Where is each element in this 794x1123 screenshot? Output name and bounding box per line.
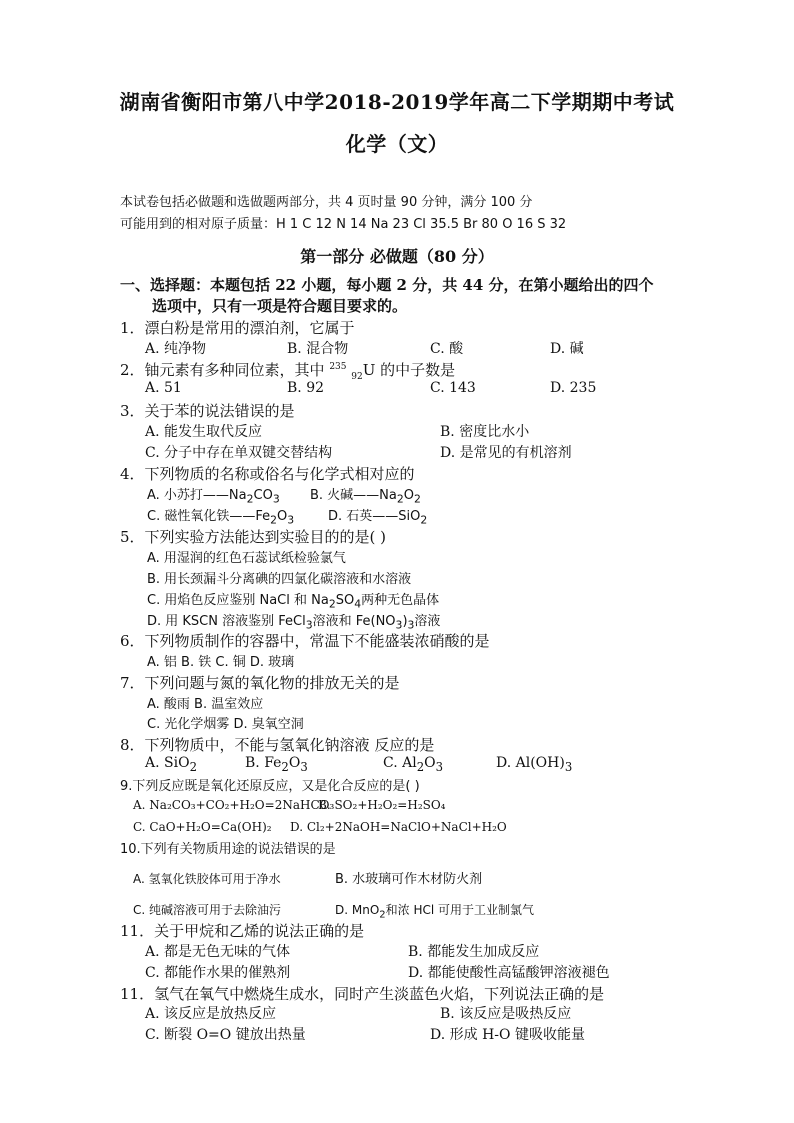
question-3-option-a: A. 能发生取代反应 (145, 424, 263, 440)
question-10-stem: 10.下列有关物质用途的说法错误的是 (120, 842, 336, 857)
q4c-mid: O (277, 509, 288, 524)
question-6-stem: 6．下列物质制作的容器中，常温下不能盛装浓硝酸的是 (120, 632, 490, 650)
question-11b-option-c: C. 断裂 O=O 键放出热量 (145, 1027, 306, 1043)
question-5-option-b: B. 用长颈漏斗分离碘的四氯化碳溶液和水溶液 (147, 572, 412, 587)
q5d-sub2: 3 (395, 618, 403, 632)
question-5-stem: 5．下列实验方法能达到实验目的的是( ) (120, 528, 387, 546)
question-8-option-d (496, 755, 572, 774)
part1-heading: 第一部分 必做题（80 分） (300, 247, 494, 266)
question-10-option-b: B. 水玻璃可作木材防火剂 (335, 872, 483, 887)
q8d-pre: D. Al(OH) (496, 755, 565, 771)
q5c-sub1: 2 (328, 597, 336, 611)
q5c-post: 两种无色晶体 (361, 593, 440, 608)
q4a-mid: CO (253, 488, 273, 503)
q5c-pre: C. 用焰色反应鉴别 NaCl 和 Na (147, 593, 329, 608)
question-5-option-d (147, 610, 440, 632)
question-2-stem (120, 359, 455, 382)
question-10-option-d (335, 901, 534, 920)
q8b-sub1: 2 (281, 759, 289, 774)
question-8-option-c (383, 755, 443, 774)
question-2-option-c: C. 143 (430, 380, 476, 396)
question-8-option-b (245, 755, 308, 774)
question-9-option-d: D. Cl₂+2NaOH=NaClO+NaCl+H₂O (290, 820, 507, 834)
question-8-stem: 8．下列物质中，不能与氢氧化钠溶液 反应的是 (120, 736, 435, 754)
q8c-pre: C. Al (383, 755, 417, 771)
question-10-option-c: C. 纯碱溶液可用于去除油污 (133, 903, 282, 917)
question-9-option-b: B. SO₂+H₂O₂=H₂SO₄ (318, 798, 446, 812)
q5d-sub3: 3 (407, 618, 415, 632)
question-1-stem: 1．漂白粉是常用的漂泊剂，它属于 (120, 319, 355, 337)
question-3-option-b: B. 密度比水小 (440, 424, 530, 440)
question-9-stem: 9.下列反应既是氧化还原反应，又是化合反应的是( ) (120, 779, 420, 794)
question-4-option-b (310, 484, 421, 506)
q8a-pre: A. SiO (145, 755, 190, 771)
question-2-atomic-number: 92 (351, 372, 363, 382)
question-3-option-d: D. 是常见的有机溶剂 (440, 445, 572, 461)
question-4-stem: 4．下列物质的名称或俗名与化学式相对应的 (120, 465, 415, 483)
q4b-sub1: 2 (396, 492, 404, 506)
q5c-mid: SO (335, 593, 355, 608)
question-11a-option-d: D. 都能使酸性高锰酸钾溶液褪色 (408, 965, 610, 981)
q8b-sub2: 3 (300, 759, 308, 774)
q8c-mid: O (424, 755, 436, 771)
question-4-option-c (147, 505, 294, 527)
q4d-pre: D. 石英——SiO (328, 509, 421, 524)
question-2-option-d: D. 235 (550, 380, 597, 396)
question-1-option-a: A. 纯净物 (145, 341, 207, 357)
question-11a-stem: 11．关于甲烷和乙烯的说法正确的是 (120, 922, 365, 940)
q10d-post: 和浓 HCl 可用于工业制氯气 (385, 903, 535, 917)
q5d-mid: 溶液和 Fe(NO (312, 614, 396, 629)
question-1-option-c: C. 酸 (430, 341, 464, 357)
question-2-stem-pre: 2．铀元素有多种同位素，其中 (120, 361, 325, 379)
question-11a-option-b: B. 都能发生加成反应 (408, 944, 540, 960)
question-7-options-cd: C. 光化学烟雾 D. 臭氧空洞 (147, 717, 304, 732)
question-11b-option-a: A. 该反应是放热反应 (145, 1006, 277, 1022)
question-11a-option-c: C. 都能作水果的催熟剂 (145, 965, 291, 981)
question-1-option-d: D. 碱 (550, 341, 584, 357)
question-11b-option-b: B. 该反应是吸热反应 (440, 1006, 572, 1022)
q4b-sub2: 2 (414, 492, 421, 506)
question-2-option-a: A. 51 (145, 380, 182, 396)
q4c-sub2: 3 (287, 513, 295, 527)
q5d-sub1: 3 (305, 618, 313, 632)
document-title: 湖南省衡阳市第八中学2018-2019学年高二下学期期中考试 (119, 90, 675, 114)
q5d-end: 溶液 (414, 614, 441, 629)
q4b-pre: B. 火碱——Na (310, 488, 397, 503)
q8a-sub1: 2 (189, 759, 197, 774)
q8c-sub2: 3 (435, 759, 444, 774)
question-2-mass-number: 235 (329, 362, 347, 372)
question-9-option-c: C. CaO+H₂O=Ca(OH)₂ (133, 820, 272, 834)
question-11b-option-d: D. 形成 H-O 键吸收能量 (430, 1027, 585, 1043)
q5d-post: ) (402, 614, 408, 629)
q4b-mid: O (403, 488, 414, 503)
q4d-sub1: 2 (420, 513, 428, 527)
q8d-sub1: 3 (564, 759, 573, 774)
question-5-option-c (147, 589, 439, 611)
question-4-option-a (147, 484, 280, 506)
q5d-pre: D. 用 KSCN 溶液鉴别 FeCl (147, 614, 306, 629)
section1-instruction-2: 选项中，只有一项是符合题目要求的。 (152, 297, 408, 315)
question-6-options: A. 铝 B. 铁 C. 铜 D. 玻璃 (147, 655, 295, 670)
question-5-option-a: A. 用湿润的红色石蕊试纸检验氯气 (147, 551, 346, 566)
question-3-option-c: C. 分子中存在单双键交替结构 (145, 445, 333, 461)
q4a-pre: A. 小苏打——Na (147, 488, 247, 503)
question-1-option-b: B. 混合物 (287, 341, 349, 357)
q10d-pre: D. MnO (335, 903, 380, 917)
question-4-option-d (328, 505, 427, 527)
question-7-options-ab: A. 酸雨 B. 温室效应 (147, 697, 264, 712)
question-7-stem: 7．下列问题与氮的氧化物的排放无关的是 (120, 674, 400, 692)
q10d-sub1: 2 (379, 909, 386, 921)
q4c-sub1: 2 (270, 513, 277, 527)
question-10-option-a: A. 氢氧化铁胶体可用于净水 (133, 872, 281, 886)
document-subtitle: 化学（文） (345, 132, 449, 156)
intro-line-1: 本试卷包括必做题和选做题两部分，共 4 页时量 90 分钟，满分 100 分 (120, 195, 533, 210)
q4c-pre: C. 磁性氧化铁——Fe (147, 509, 271, 524)
question-2-option-b: B. 92 (287, 380, 325, 396)
question-3-stem: 3．关于苯的说法错误的是 (120, 402, 295, 420)
question-8-option-a (145, 755, 197, 774)
q8b-pre: B. Fe (245, 755, 282, 771)
q8c-sub1: 2 (416, 759, 425, 774)
question-2-stem-post: U 的中子数是 (362, 361, 456, 379)
question-9-option-a: A. Na₂CO₃+CO₂+H₂O=2NaHCO₃ (133, 798, 335, 812)
q5c-sub2: 4 (354, 597, 362, 611)
q4a-sub1: 2 (246, 492, 254, 506)
intro-line-2: 可能用到的相对原子质量：H 1 C 12 N 14 Na 23 Cl 35.5 Br 80 O 16 S 32 (120, 217, 567, 232)
question-11a-option-a: A. 都是无色无味的气体 (145, 944, 291, 960)
q4a-sub2: 3 (272, 492, 280, 506)
section1-instruction-1: 一、选择题：本题包括 22 小题，每小题 2 分，共 44 分，在第小题给出的四个 (120, 276, 654, 294)
question-11b-stem: 11．氢气在氧气中燃烧生成水，同时产生淡蓝色火焰，下列说法正确的是 (120, 985, 605, 1003)
q8b-mid: O (288, 755, 301, 771)
